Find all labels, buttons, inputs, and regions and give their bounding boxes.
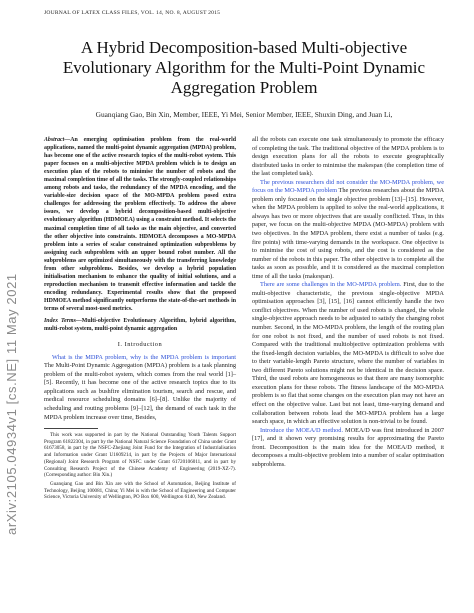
right-highlight-link-3[interactable]: Introduce the MOEA/D method. bbox=[260, 426, 344, 434]
section-heading-introduction: I. Introduction bbox=[117, 341, 163, 349]
right-paragraph-2 bbox=[252, 179, 444, 282]
right-paragraph-3 bbox=[252, 281, 444, 426]
index-terms bbox=[44, 317, 236, 333]
abstract-lead: Abstract bbox=[44, 137, 65, 143]
footnote-funding: This work was supported in part by the National Outstanding Youth Talents Support Program 61822304, in part by the National Natural Science Foundation of China under Grant 61673058, in part by the NSFC-Zhejiang Joint Fund for the Integration of Industrialisation and Information under Grant U1609214, in part by the Projects of Major International (Regional) Joint Research Program of NSFC under Grant 61720106011, and in part by Consulting Research Project of the Chinese Academy of Engineering (2019-XZ-7). (Corresponding author: Bin Xin.) bbox=[44, 432, 236, 479]
abstract bbox=[44, 136, 236, 313]
footnote-divider bbox=[44, 428, 98, 429]
right-column bbox=[252, 136, 444, 469]
paper-title: A Hybrid Decomposition-based Multi-objective Evolutionary Algorithm for the Multi-Point Dynamic Aggregation Problem bbox=[62, 38, 426, 97]
intro-highlight-link[interactable]: What is the MDPA problem, why is the MPDA problem is important bbox=[52, 353, 236, 361]
right-paragraph-3-body: First, due to the multi-objective characteristic, the previous single-objective MPDA optimisation approaches [3], [15], [16] cannot efficiently handle the two conflict objectives. When the number of used robots is changed, the whole single-objective approach needs to be adjusted to satisfy the changing robot number. Second, in the MO-MPDA problem, the length of the routing plan for one robot is not fixed, and the number of used robots is not fixed. Compared with the traditional multiobjective optimization problems with the fixed-length decision variables, the MO-MPDA is difficult to solve due to their variable-length Pareto structure, where the number of variables in two different Pareto solutions might not be identical in the decision space. Third, the used robots are homogeneous so that there are many isomorphic execution plans for these robots. The fitness landscape of the MO-MPDA problem is so flat that some changes on the execution plan may not have an effect on the objective value. Last but not least, time-varying demand and collaboration between robots lead the MO-MPDA problem has a large search space, in which an effective solution is non-trivial to be found. bbox=[252, 281, 444, 426]
arxiv-stamp: arXiv:2105.04934v1 [cs.NE] 11 May 2021 bbox=[4, 273, 19, 535]
intro-paragraph-body: The Multi-Point Dynamic Aggregation (MPDA) problem is a task planning problem of the multi-robot system, which comes from the real world [1]–[5]. Recently, it has become one of the active research topics due to its applications such as bushfire elimination tourism, search and rescue, and medical resource scheduling domains [6]–[8]. Unlike the majority of scheduling and routing problems [9]–[12], the demand of each task in the MPDA problem increase over time, Besides, bbox=[44, 362, 236, 421]
journal-header: JOURNAL OF LATEX CLASS FILES, VOL. 14, NO. 8, AUGUST 2015 bbox=[44, 10, 221, 16]
author-list: Guanqiang Gao, Bin Xin, Member, IEEE, Yi Mei, Senior Member, IEEE, Shuxin Ding, and Juan Li, bbox=[95, 110, 393, 119]
intro-paragraph bbox=[44, 354, 236, 422]
right-paragraph-4-body: MOEA/D was first introduced in 2007 [17], and it shown very promising results for approximating the Pareto front. Decomposition is the main idea for the MOEA/D method, it decomposes a multi-objective problem into a number of scalar optimisation subproblems. bbox=[252, 426, 444, 468]
index-terms-lead: Index Terms bbox=[44, 318, 76, 325]
left-column bbox=[44, 136, 236, 503]
right-paragraph-4 bbox=[252, 427, 444, 470]
index-terms-body: —Multi-objective Evolutionary Algorithm, hybrid algorithm, multi-robot system, multi-point dynamic aggregation bbox=[44, 318, 236, 333]
right-paragraph-2-body: The previous researches about the MPDA problem only focused on the single objective problem [13]–[15]. However, when the MPDA problem is applied to solve the real-world applications, it always has two or more objectives that are usually conflicted. Thus, in this paper, we focus on the multi-objective MPDA (MO-MPDA) problem with two objectives. In the MPDA problem, there exist a number of tasks (e.g. fire points) with time-varying demands in the workspace. One objective is to minimise the cost of using robots, and the cost is considered as the number of the robots in this paper. The other objective is to complete all the tasks as soon as possible, and it is considered as the maximal completion time of all the tasks (makespan). bbox=[252, 187, 444, 280]
abstract-body: —An emerging optimisation problem from the real-world applications, named the multi-point dynamic aggregation (MPDA) problem, has become one of the active research topics of the multi-robot system. This paper focuses on a multi-objective MPDA problem which is to design an execution plan of the robots to minimise the number of robots and the maximal completion time of all the tasks. The strongly-coupled relationships among robots and tasks, the redundancy of the MPDA encoding, and the variable-size decision space of the MO-MPDA problem posed extra challenges for addressing the problem effectively. To address the above issues, we develop a hybrid decomposition-based multi-objective evolutionary algorithm (HDMOEA) using a constraint method. It selects the maximal completion time of all tasks as the main objective, and converted the other objective into constraints. HDMOEA decomposes a MO-MPDA problem into a series of scalar constrained optimization subproblems by assigning each subproblem with an upper bound robot number. All the subproblems are optimized simultaneously with the transferring knowledge from other subproblems. Besides, we develop a hybrid population initialisation mechanism to enhance the quality of initial solutions, and a reproduction mechanism to transmit effective information and tackle the encoding redundancy. Experimental results show that the proposed HDMOEA method significantly outperforms the state-of-the-art methods in terms of several most-used metrics. bbox=[44, 137, 236, 312]
footnote-affiliation: Guanqiang Gao and Bin Xin are with the School of Automation, Beijing Institute of Technology, Beijing 100081, China; Yi Mei is with the School of Engineering and Computer Science, Victoria University of Wellington, PO Box 600, Wellington 6140, New Zealand. bbox=[44, 480, 236, 501]
right-highlight-link-2[interactable]: There are some challenges in the MO-MPDA problem. bbox=[260, 281, 402, 289]
right-highlight-link-1[interactable]: The previous researchers did not consider the MO-MPDA problem, we focus on the MO-MPDA problem bbox=[252, 178, 444, 195]
right-paragraph-1: all the robots can execute one task simultaneously to promote the efficacy of completing the task. The traditional objective of the MPDA problem is to design execution plans for all the robots to execute geographically distributed tasks in order to minimise the makespan (the completion time of the last completed task). bbox=[252, 136, 444, 178]
